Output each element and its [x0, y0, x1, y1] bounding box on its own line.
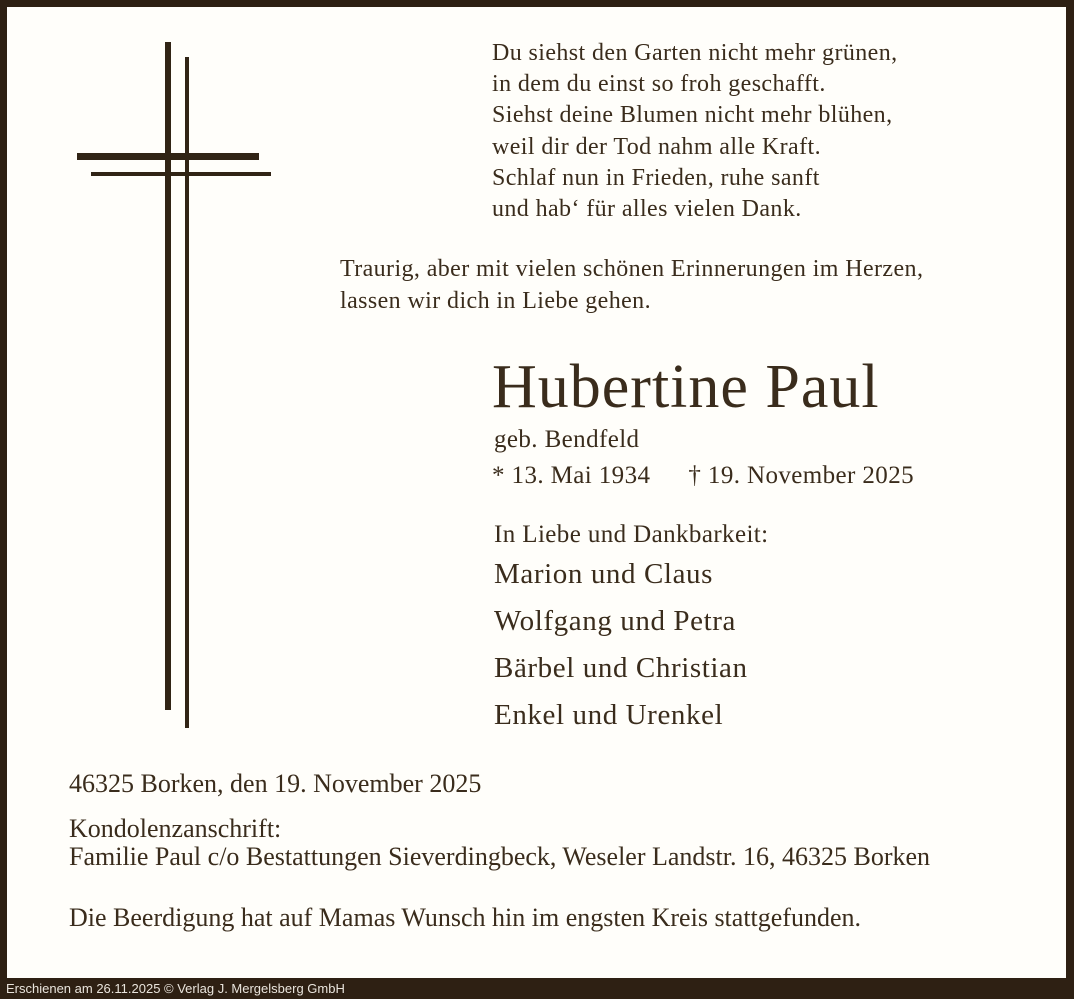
mourners-intro: In Liebe und Dankbarkeit:	[494, 521, 769, 548]
poem-line: in dem du einst so froh geschafft.	[492, 71, 826, 98]
funeral-note: Die Beerdigung hat auf Mamas Wunsch hin im engsten Kreis stattgefunden.	[69, 903, 862, 932]
cross-vertical-bar-thick	[165, 42, 171, 710]
publisher-footer	[0, 978, 1074, 999]
cross-horizontal-bar-thick	[77, 153, 259, 160]
tribute-text	[340, 253, 923, 317]
life-dates	[492, 462, 914, 490]
poem-line: weil dir der Tod nahm alle Kraft.	[492, 133, 821, 160]
publisher-line: Erschienen am 26.11.2025 © Verlag J. Mergelsberg GmbH	[6, 981, 345, 996]
birth-date: * 13. Mai 1934	[492, 462, 651, 489]
poem-line: Schlaf nun in Frieden, ruhe sanft	[492, 164, 820, 191]
tribute-line: lassen wir dich in Liebe gehen.	[340, 288, 651, 314]
tribute-line: Traurig, aber mit vielen schönen Erinnerungen im Herzen,	[340, 256, 924, 282]
deceased-name: Hubertine Paul	[492, 353, 880, 421]
memorial-poem	[492, 38, 898, 225]
maiden-name: geb. Bendfeld	[494, 426, 640, 453]
poem-line: Siehst deine Blumen nicht mehr blühen,	[492, 102, 893, 129]
mourners-list	[494, 551, 748, 739]
mourner-name: Bärbel und Christian	[494, 652, 748, 684]
condolence-address: Familie Paul c/o Bestattungen Sieverdingbeck, Weseler Landstr. 16, 46325 Borken	[69, 842, 931, 871]
place-date: 46325 Borken, den 19. November 2025	[69, 769, 482, 798]
mourner-name: Enkel und Urenkel	[494, 699, 724, 731]
cross-horizontal-bar-thin	[91, 172, 271, 176]
mourner-name: Wolfgang und Petra	[494, 605, 737, 637]
poem-line: Du siehst den Garten nicht mehr grünen,	[492, 40, 898, 66]
condolence-label: Kondolenzanschrift:	[69, 814, 282, 843]
poem-line: und hab‘ für alles vielen Dank.	[492, 196, 802, 223]
mourner-name: Marion und Claus	[494, 558, 714, 590]
death-date: † 19. November 2025	[688, 462, 914, 489]
